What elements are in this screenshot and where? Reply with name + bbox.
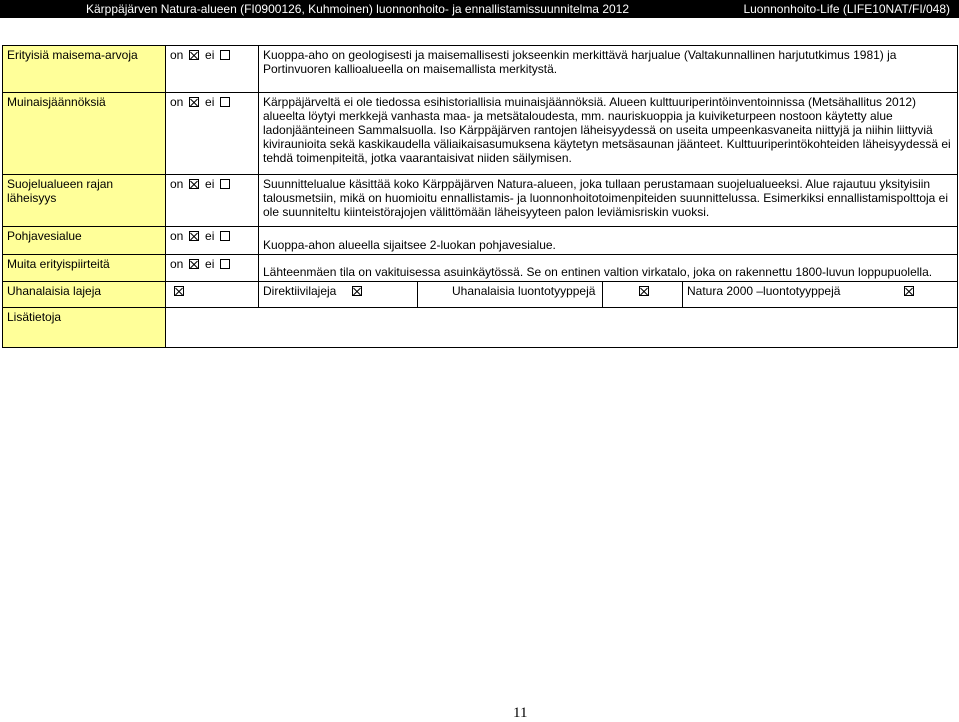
description-text: Kuoppa-aho on geologisesti ja maisemallisesti jokseenkin merkittävä harjualue (Valtakunnallinen harjututkimus 1981) ja Portinvuoren kallioalueella on maisemallista merkitystä. (263, 48, 897, 76)
checked-checkbox[interactable] (189, 50, 199, 60)
checked-checkbox[interactable] (639, 286, 649, 296)
option-pair (166, 255, 259, 282)
species-check-cell (166, 282, 259, 308)
row-description (259, 175, 958, 227)
row-label: Suojelualueen rajan läheisyys (3, 175, 166, 227)
unchecked-checkbox[interactable] (220, 97, 230, 107)
natura-habitats-cell (683, 282, 958, 308)
checked-checkbox[interactable] (352, 286, 362, 296)
option-on-label: on (170, 95, 184, 109)
threatened-habitats-label: Uhanalaisia luontotyyppejä (452, 284, 596, 298)
table-row (3, 93, 958, 175)
header-project: Luonnonhoito-Life (LIFE10NAT/FI/048) (743, 2, 950, 16)
unchecked-checkbox[interactable] (220, 231, 230, 241)
unchecked-checkbox[interactable] (220, 259, 230, 269)
table-row (3, 46, 958, 93)
threatened-habitats-check-cell (603, 282, 683, 308)
species-row (3, 282, 958, 308)
option-on-label: on (170, 48, 184, 62)
checked-checkbox[interactable] (189, 259, 199, 269)
directive-species-label: Direktiivilajeja (263, 284, 337, 298)
checked-checkbox[interactable] (189, 97, 199, 107)
row-label: Muita erityispiirteitä (3, 255, 166, 282)
checked-checkbox[interactable] (174, 286, 184, 296)
option-ei-label: ei (205, 177, 215, 191)
row-description (259, 255, 958, 282)
unchecked-checkbox[interactable] (220, 179, 230, 189)
page-header (0, 0, 959, 18)
option-pair (166, 175, 259, 227)
row-description (259, 227, 958, 255)
option-ei-label: ei (205, 257, 215, 271)
option-pair (166, 227, 259, 255)
option-ei-label: ei (205, 95, 215, 109)
feature-form-table (2, 45, 958, 348)
extra-info-label: Lisätietoja (3, 308, 166, 348)
natura-habitats-label: Natura 2000 –luontotyyppejä (687, 284, 841, 298)
option-on-label: on (170, 177, 184, 191)
row-label: Erityisiä maisema-arvoja (3, 46, 166, 93)
extra-info-content (166, 308, 958, 348)
checked-checkbox[interactable] (904, 286, 914, 296)
option-pair (166, 46, 259, 93)
directive-species-cell (259, 282, 418, 308)
option-pair (166, 93, 259, 175)
species-label: Uhanalaisia lajeja (3, 282, 166, 308)
checked-checkbox[interactable] (189, 179, 199, 189)
option-ei-label: ei (205, 48, 215, 62)
unchecked-checkbox[interactable] (220, 50, 230, 60)
description-text: Lähteenmäen tila on vakituisessa asuinkäytössä. Se on entinen valtion virkatalo, joka on rakennettu 1800-luvun loppupuolella. (263, 265, 933, 279)
description-text: Kärppäjärveltä ei ole tiedossa esihistoriallisia muinaisjäännöksiä. Alueen kulttuuriperintöinventoinnissa (Metsähallitus 2012) alueelta löytyi merkkejä vanhasta maa- ja metsätaloudesta, mm. nauriskuoppia ja kuiviketurpeen nostoon käytetty alue ladonjäänteineen Sammalsuolla. Iso Kärppäjärven rantojen läheisyydessä on useita umpeenkasvaneita niittyjä ja niihin liittyviä kiviraunioita sekä kaskikaudella väliaikaisasumuksena käytetyn metsäsaunan jäänteet. Kulttuuriperintökohteiden läheisyydessä ei tehdä toimenpiteitä, jotka vaarantaisivat niiden säilymisen. (263, 95, 951, 165)
description-text: Suunnittelualue käsittää koko Kärppäjärven Natura-alueen, joka tullaan perustamaan suojelualueeksi. Alue rajautuu yksityisiin talousmetsiin, mikä on huomioitu ennallistamis- ja luonnonhoitotoimenpiteiden suunnittelussa. Esimerkiksi ennallistamispolttoja ei ole suunniteltu kiinteistörajojen välittömään läheisyyteen palon leviämisriskin vuoksi. (263, 177, 949, 219)
row-description (259, 93, 958, 175)
row-label: Muinaisjäännöksiä (3, 93, 166, 175)
table-row (3, 175, 958, 227)
option-on-label: on (170, 229, 184, 243)
threatened-habitats-cell (418, 282, 603, 308)
checked-checkbox[interactable] (189, 231, 199, 241)
row-description (259, 46, 958, 93)
extra-info-row (3, 308, 958, 348)
header-title: Kärppäjärven Natura-alueen (FI0900126, Kuhmoinen) luonnonhoito- ja ennallistamissuunnitelma 2012 (86, 2, 630, 16)
description-text: Kuoppa-ahon alueella sijaitsee 2-luokan pohjavesialue. (263, 238, 556, 252)
page-number: 11 (513, 705, 528, 721)
option-on-label: on (170, 257, 184, 271)
row-label: Pohjavesialue (3, 227, 166, 255)
table-row (3, 227, 958, 255)
option-ei-label: ei (205, 229, 215, 243)
table-row (3, 255, 958, 282)
